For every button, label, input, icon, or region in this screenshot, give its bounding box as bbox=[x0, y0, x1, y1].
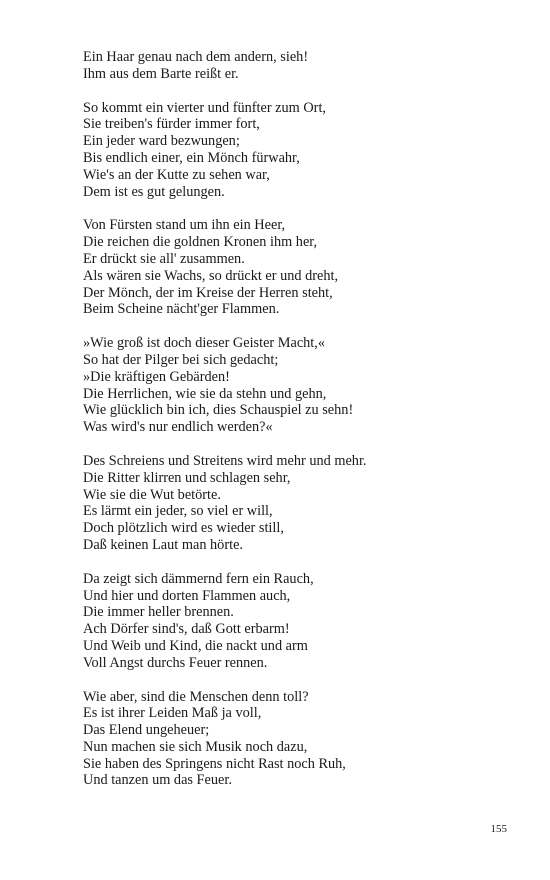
verse-line: Wie sie die Wut betörte. bbox=[83, 486, 221, 503]
verse-line: Die Herrlichen, wie sie da stehn und gehn, bbox=[83, 385, 327, 402]
verse-line: Und Weib und Kind, die nackt und arm bbox=[83, 637, 308, 654]
page-number: 155 bbox=[490, 823, 507, 835]
verse-line: Wie glücklich bin ich, dies Schauspiel zu sehn! bbox=[83, 402, 354, 419]
verse-line: Von Fürsten stand um ihn ein Heer, bbox=[83, 217, 286, 234]
verse-line: Voll Angst durchs Feuer rennen. bbox=[83, 654, 268, 671]
stanza-3 bbox=[83, 217, 523, 318]
verse-line: Sie treiben's fürder immer fort, bbox=[83, 116, 260, 133]
verse-line: Ach Dörfer sind's, daß Gott erbarm! bbox=[83, 621, 290, 638]
verse-line: Doch plötzlich wird es wieder still, bbox=[83, 520, 284, 537]
verse-line: Daß keinen Laut man hörte. bbox=[83, 536, 243, 553]
verse-line: Und hier und dorten Flammen auch, bbox=[83, 587, 291, 604]
verse-line: Die immer heller brennen. bbox=[83, 604, 234, 621]
verse-line: Bis endlich einer, ein Mönch fürwahr, bbox=[83, 149, 300, 166]
stanza-1 bbox=[83, 49, 523, 83]
verse-line: Es ist ihrer Leiden Maß ja voll, bbox=[83, 705, 262, 722]
verse-line: Wie's an der Kutte zu sehen war, bbox=[83, 166, 270, 183]
verse-line: Des Schreiens und Streitens wird mehr und mehr. bbox=[83, 452, 367, 469]
verse-line: Der Mönch, der im Kreise der Herren steht, bbox=[83, 284, 333, 301]
verse-line: Das Elend ungeheuer; bbox=[83, 722, 210, 739]
verse-line: Als wären sie Wachs, so drückt er und dreht, bbox=[83, 267, 339, 284]
poem-text bbox=[83, 49, 523, 806]
stanza-4 bbox=[83, 335, 523, 436]
verse-line: So kommt ein vierter und fünfter zum Ort, bbox=[83, 99, 326, 116]
verse-line: So hat der Pilger bei sich gedacht; bbox=[83, 351, 279, 368]
verse-line: Es lärmt ein jeder, so viel er will, bbox=[83, 503, 273, 520]
verse-line: Er drückt sie all' zusammen. bbox=[83, 250, 245, 267]
verse-line: Nun machen sie sich Musik noch dazu, bbox=[83, 738, 308, 755]
verse-line: Was wird's nur endlich werden?« bbox=[83, 419, 273, 436]
stanza-6 bbox=[83, 571, 523, 672]
verse-line: Und tanzen um das Feuer. bbox=[83, 772, 232, 789]
stanza-2 bbox=[83, 100, 523, 201]
verse-line: Die Ritter klirren und schlagen sehr, bbox=[83, 469, 291, 486]
verse-line: Die reichen die goldnen Kronen ihm her, bbox=[83, 234, 318, 251]
verse-line: Beim Scheine nächt'ger Flammen. bbox=[83, 301, 280, 318]
verse-line: Sie haben des Springens nicht Rast noch Ruh, bbox=[83, 755, 346, 772]
verse-line: Da zeigt sich dämmernd fern ein Rauch, bbox=[83, 570, 314, 587]
verse-line: »Wie groß ist doch dieser Geister Macht,« bbox=[83, 335, 326, 352]
stanza-7 bbox=[83, 689, 523, 790]
verse-line: Dem ist es gut gelungen. bbox=[83, 183, 225, 200]
verse-line: Ihm aus dem Barte reißt er. bbox=[83, 65, 239, 82]
stanza-5 bbox=[83, 453, 523, 554]
verse-line: Ein Haar genau nach dem andern, sieh! bbox=[83, 49, 309, 65]
verse-line: Ein jeder ward bezwungen; bbox=[83, 133, 240, 150]
verse-line: »Die kräftigen Gebärden! bbox=[83, 368, 230, 385]
verse-line: Wie aber, sind die Menschen denn toll? bbox=[83, 688, 309, 705]
